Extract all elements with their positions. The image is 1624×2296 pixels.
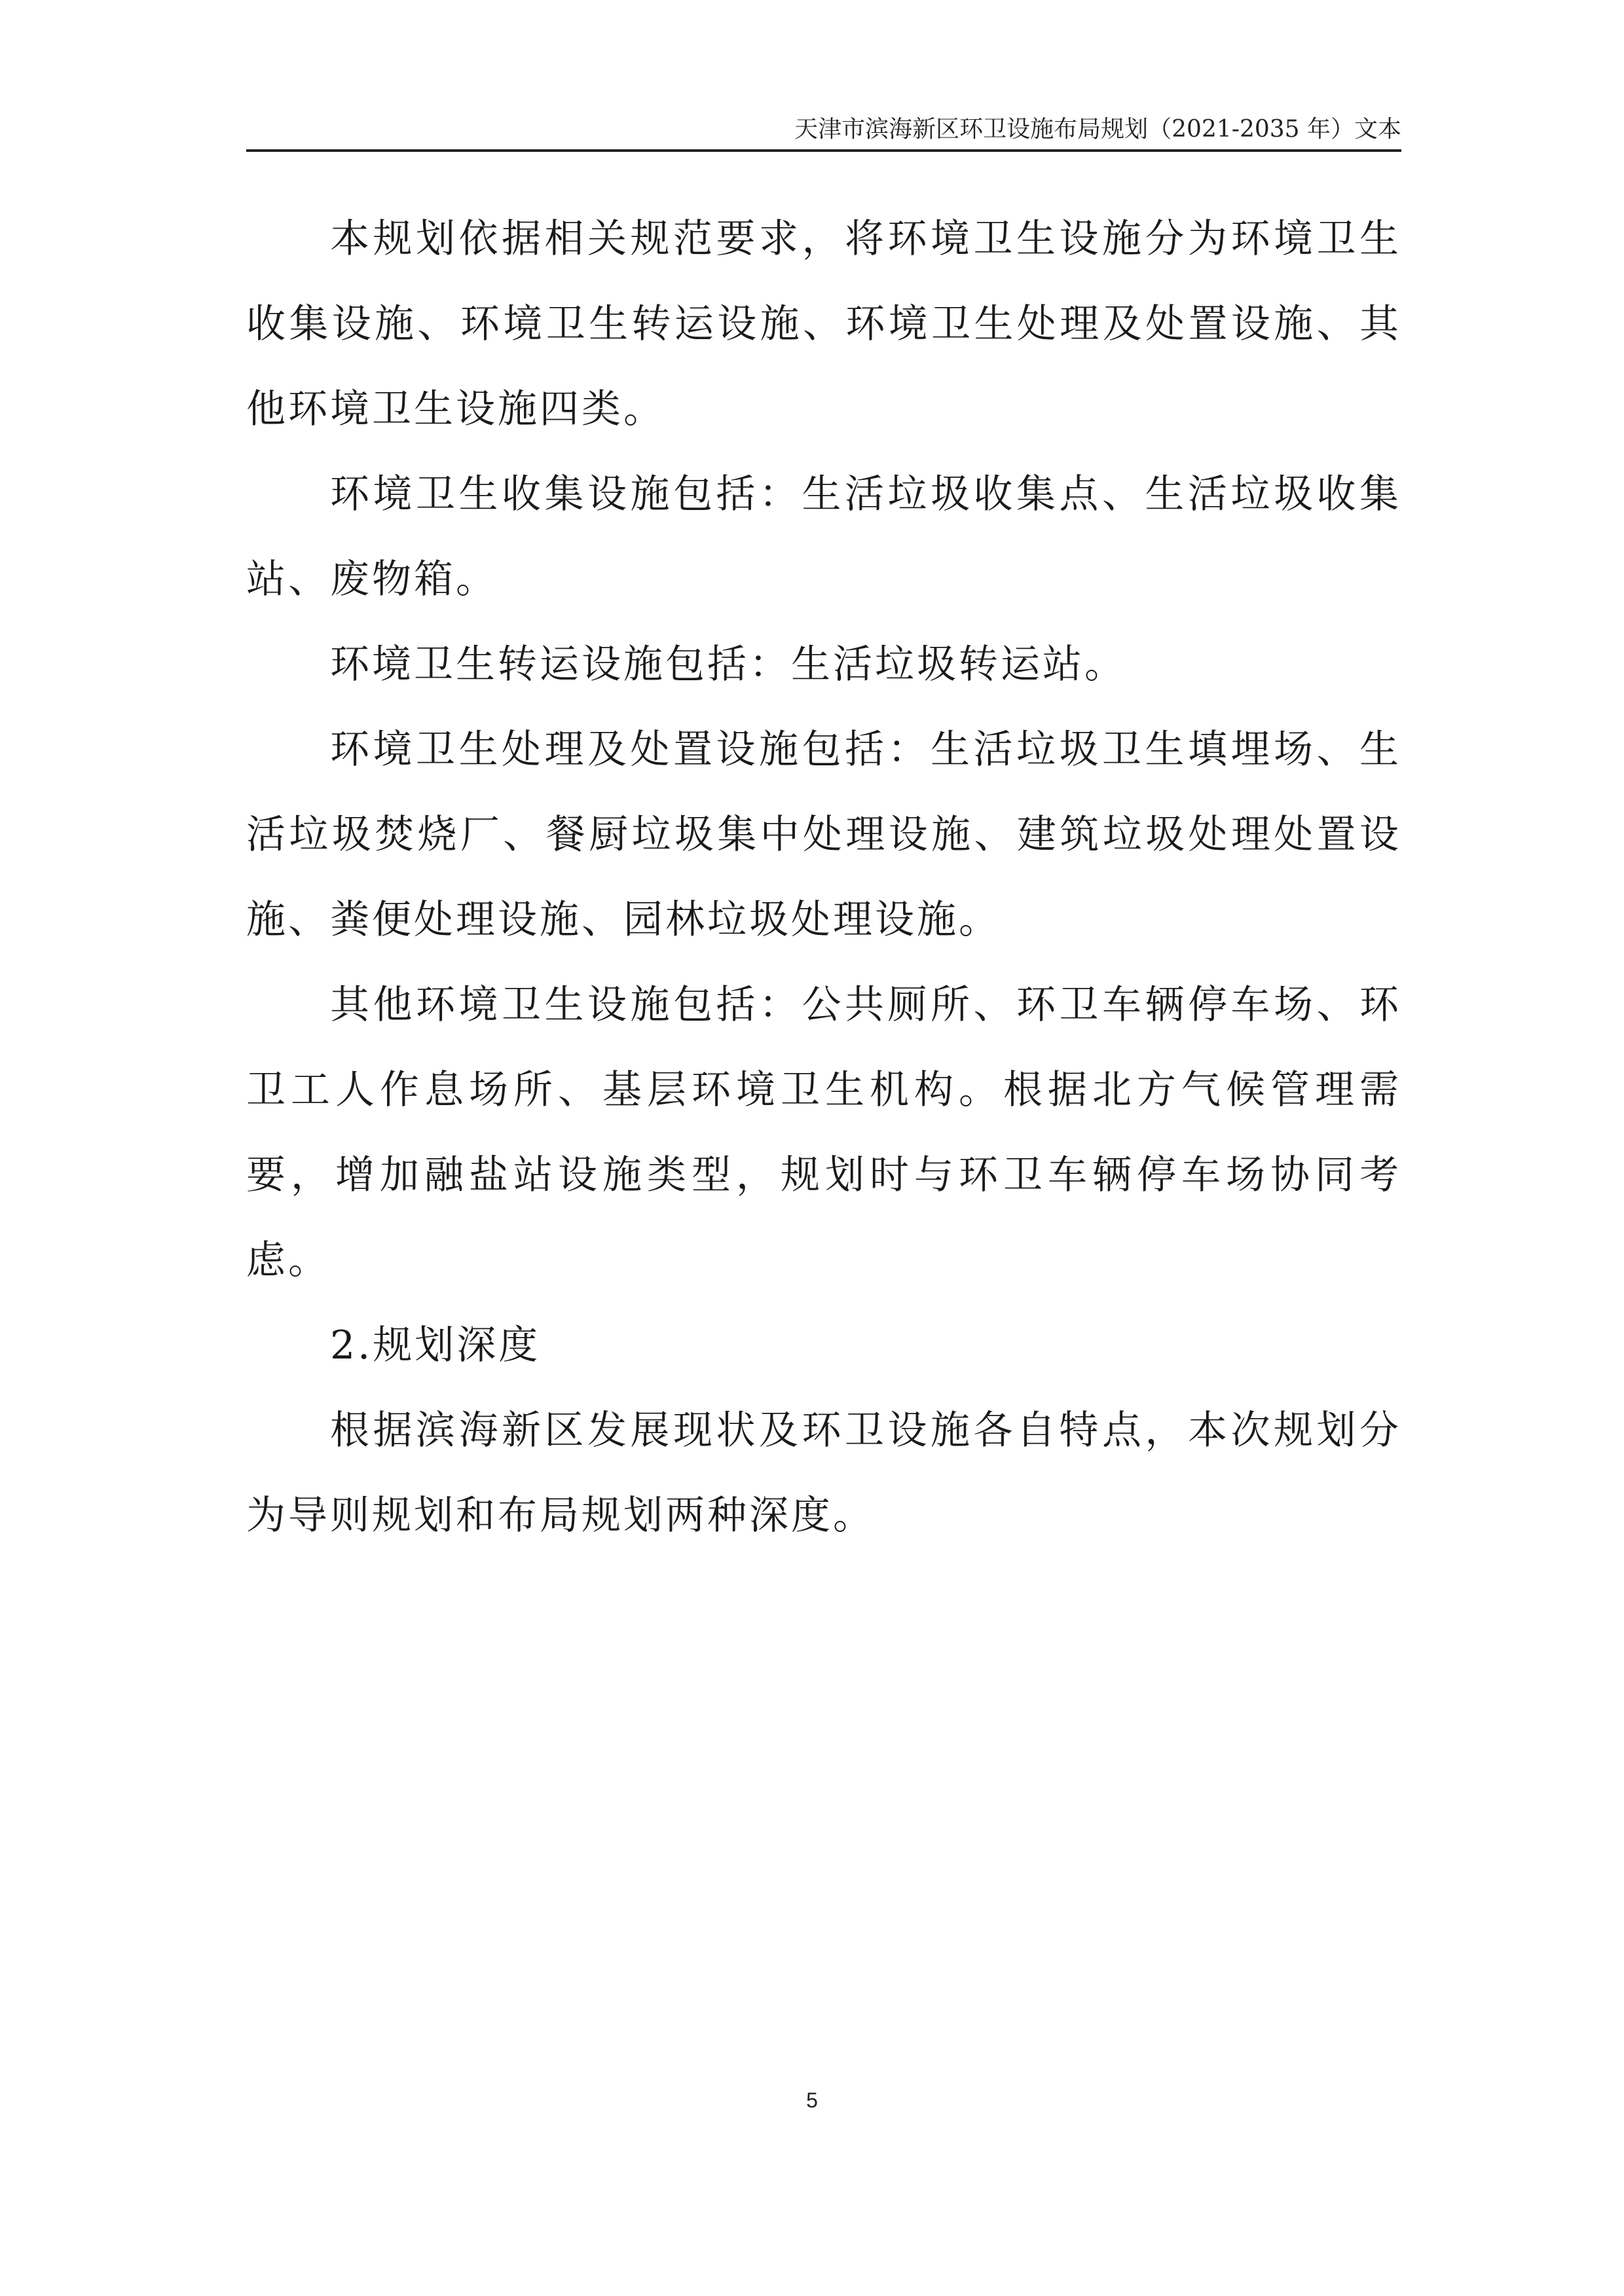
document-body	[246, 196, 1401, 1558]
section-heading-planning-depth: 2.规划深度	[330, 1322, 541, 1368]
paragraph-treatment-facilities: 环境卫生处理及处置设施包括：生活垃圾卫生填埋场、生活垃圾焚烧厂、餐厨垃圾集中处理设施、建筑垃圾处理处置设施、粪便处理设施、园林垃圾处理设施。	[246, 727, 1401, 943]
paragraph-other-facilities: 其他环境卫生设施包括：公共厕所、环卫车辆停车场、环卫工人作息场所、基层环境卫生机构。根据北方气候管理需要，增加融盐站设施类型，规划时与环卫车辆停车场协同考虑。	[246, 982, 1401, 1283]
page-number: 5	[806, 2088, 818, 2112]
paragraph-transfer-facilities: 环境卫生转运设施包括：生活垃圾转运站。	[330, 642, 1126, 687]
paragraph-planning-depth: 根据滨海新区发展现状及环卫设施各自特点，本次规划分为导则规划和布局规划两种深度。	[246, 1408, 1401, 1539]
header-divider	[246, 149, 1401, 152]
paragraph-facility-classification: 本规划依据相关规范要求，将环境卫生设施分为环境卫生收集设施、环境卫生转运设施、环境卫生处理及处置设施、其他环境卫生设施四类。	[246, 216, 1401, 432]
running-header: 天津市滨海新区环卫设施布局规划（2021-2035 年）文本	[794, 116, 1401, 143]
paragraph-collection-facilities: 环境卫生收集设施包括：生活垃圾收集点、生活垃圾收集站、废物箱。	[246, 471, 1401, 602]
